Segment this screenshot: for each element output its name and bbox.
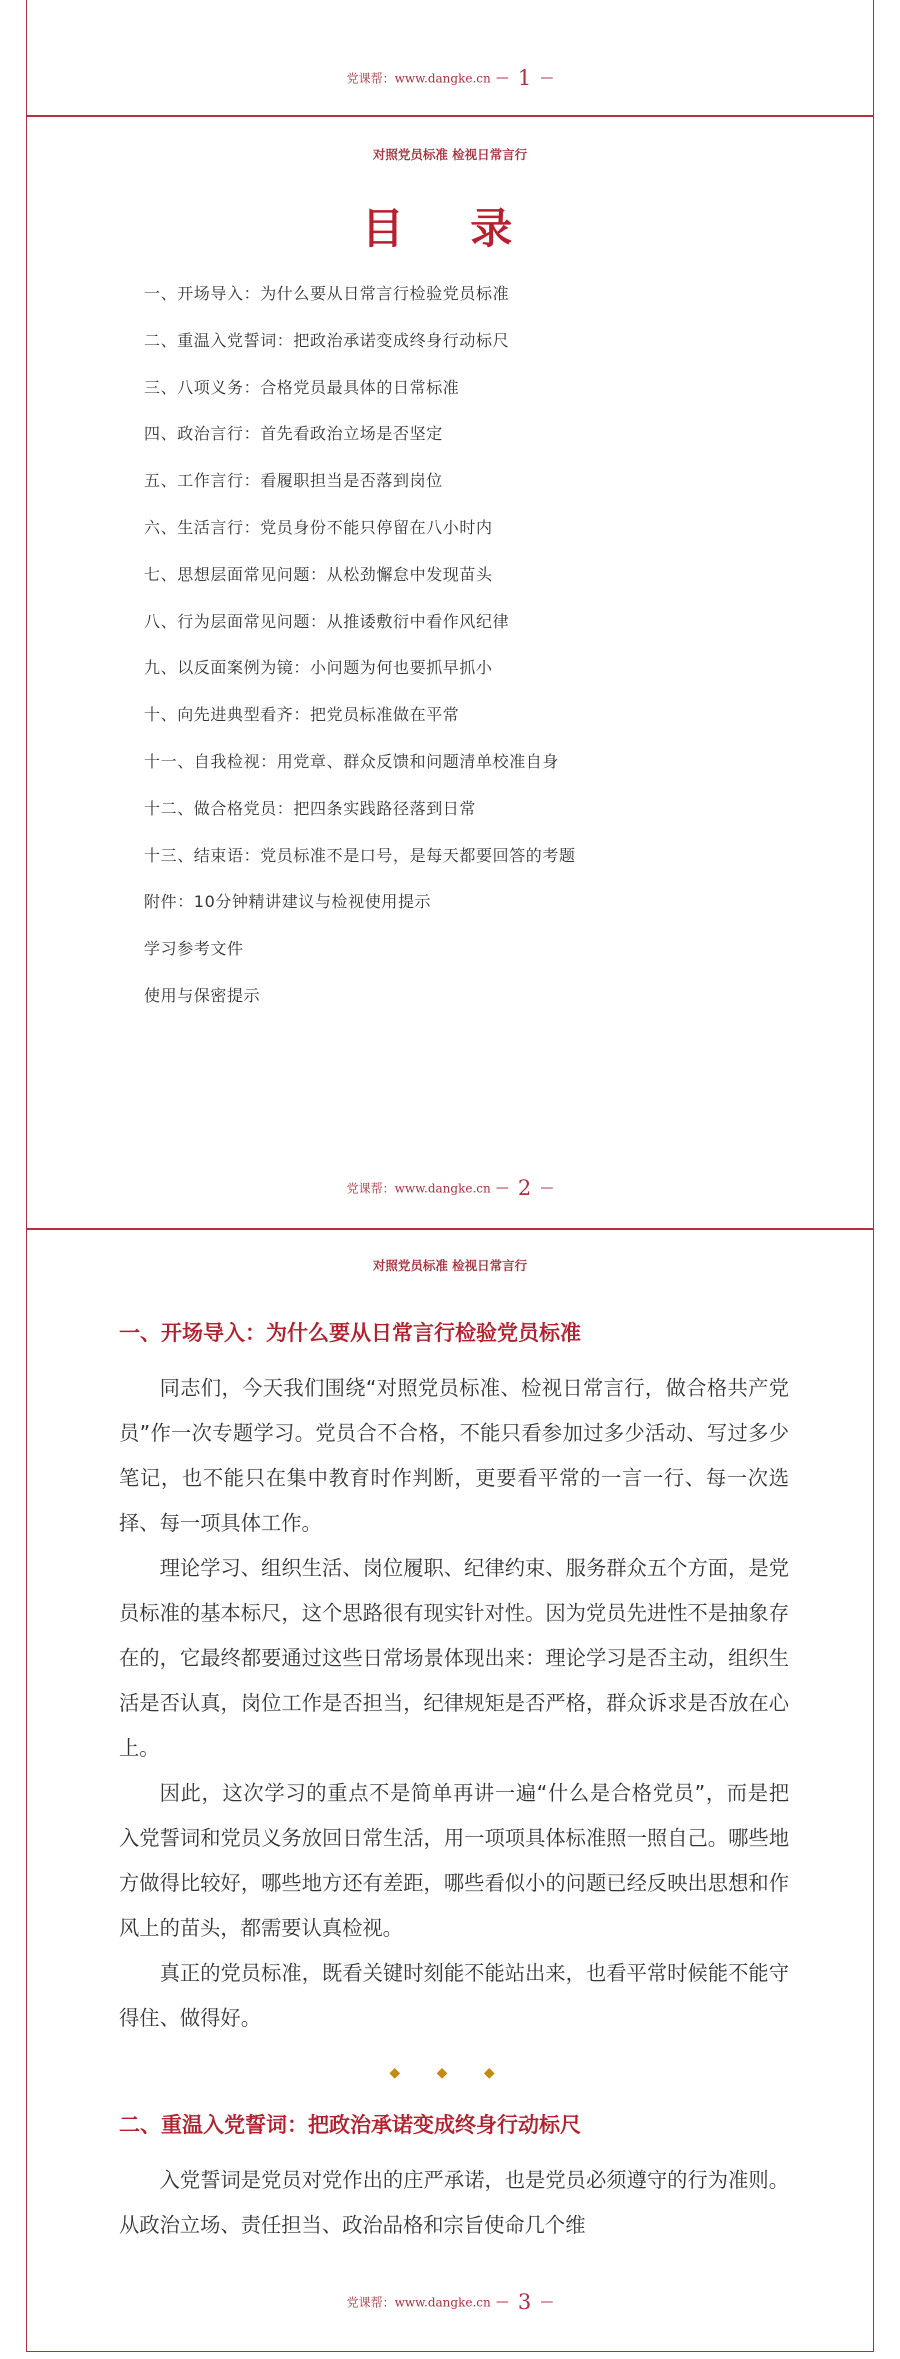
section-1-body: [119, 1366, 789, 2041]
page-number: 3: [517, 2290, 532, 2314]
toc-list: [144, 280, 844, 1029]
footer-site: 党课帮：www.dangke.cn: [346, 71, 491, 86]
toc-item[interactable]: 七、思想层面常见问题：从松劲懈怠中发现苗头: [144, 564, 493, 584]
section-2-body: [119, 2158, 789, 2248]
toc-item[interactable]: 十一、自我检视：用党章、群众反馈和问题清单校准自身: [144, 751, 560, 771]
paragraph: 理论学习、组织生活、岗位履职、纪律约束、服务群众五个方面，是党员标准的基本标尺，这个思路很有现实针对性。因为党员先进性不是抽象存在的，它最终都要通过这些日常场景体现出来：理论学习是否主动，组织生活是否认真，岗位工作是否担当，纪律规矩是否严格，群众诉求是否放在心上。: [119, 1556, 789, 1760]
toc-item[interactable]: 九、以反面案例为镜：小问题为何也要抓早抓小: [144, 658, 493, 678]
paragraph: 真正的党员标准，既看关键时刻能不能站出来，也看平常时候能不能守得住、做得好。: [119, 1961, 789, 2030]
toc-item[interactable]: 十三、结束语：党员标准不是口号，是每天都要回答的考题: [144, 845, 576, 865]
paragraph: 入党誓词是党员对党作出的庄严承诺，也是党员必须遵守的行为准则。从政治立场、责任担当、政治品格和宗旨使命几个维: [119, 2168, 789, 2237]
footer-dash: —: [495, 70, 509, 86]
section-2: [119, 2110, 789, 2140]
section-divider: ◆ ◆ ◆: [389, 2065, 511, 2081]
page-separator: [26, 1228, 874, 1230]
toc-item[interactable]: 十二、做合格党员：把四条实践路径落到日常: [144, 798, 477, 818]
footer-dash: —: [540, 70, 554, 86]
running-header: 对照党员标准 检视日常言行: [372, 147, 528, 162]
toc-item[interactable]: 六、生活言行：党员身份不能只停留在八小时内: [144, 517, 493, 537]
toc-title: 目 录: [361, 204, 539, 253]
toc-item[interactable]: 四、政治言行：首先看政治立场是否坚定: [144, 424, 443, 444]
footer-dash: —: [540, 2294, 554, 2310]
section-heading: 二、重温入党誓词：把政治承诺变成终身行动标尺: [119, 2113, 581, 2137]
footer-site: 党课帮：www.dangke.cn: [346, 1181, 491, 1196]
page-footer-3: [0, 2290, 900, 2314]
footer-dash: —: [495, 2294, 509, 2310]
toc-item[interactable]: 五、工作言行：看履职担当是否落到岗位: [144, 471, 443, 491]
toc-item[interactable]: 学习参考文件: [144, 939, 244, 959]
paragraph: 因此，这次学习的重点不是简单再讲一遍“什么是合格党员”，而是把入党誓词和党员义务放回日常生活，用一项项具体标准照一照自己。哪些地方做得比较好，哪些地方还有差距，哪些看似小的问题已经反映出思想和作风上的苗头，都需要认真检视。: [119, 1781, 789, 1940]
toc-item[interactable]: 使用与保密提示: [144, 985, 261, 1005]
toc-item[interactable]: 八、行为层面常见问题：从推诿敷衍中看作风纪律: [144, 611, 510, 631]
page-number: 1: [517, 66, 532, 90]
toc-item[interactable]: 附件：10分钟精讲建议与检视使用提示: [144, 892, 432, 912]
page-separator: [26, 115, 874, 117]
section-heading: 一、开场导入：为什么要从日常言行检验党员标准: [119, 1321, 581, 1345]
toc-item[interactable]: 一、开场导入：为什么要从日常言行检验党员标准: [144, 284, 510, 303]
page-footer-2: [0, 1176, 900, 1200]
footer-dash: —: [540, 1180, 554, 1196]
running-header: 对照党员标准 检视日常言行: [372, 1258, 528, 1273]
paragraph: 同志们，今天我们围绕“对照党员标准、检视日常言行，做合格共产党员”作一次专题学习。党员合不合格，不能只看参加过多少活动、写过多少笔记，也不能只在集中教育时作判断，更要看平常的一言一行、每一次选择、每一项具体工作。: [119, 1376, 789, 1535]
toc-item[interactable]: 三、八项义务：合格党员最具体的日常标准: [144, 377, 460, 397]
page-number: 2: [517, 1176, 532, 1200]
toc-item[interactable]: 十、向先进典型看齐：把党员标准做在平常: [144, 705, 460, 725]
page-footer-1: [0, 66, 900, 90]
footer-site: 党课帮：www.dangke.cn: [346, 2295, 491, 2310]
toc-item[interactable]: 二、重温入党誓词：把政治承诺变成终身行动标尺: [144, 330, 510, 350]
section-1: [119, 1318, 789, 1348]
footer-dash: —: [495, 1180, 509, 1196]
